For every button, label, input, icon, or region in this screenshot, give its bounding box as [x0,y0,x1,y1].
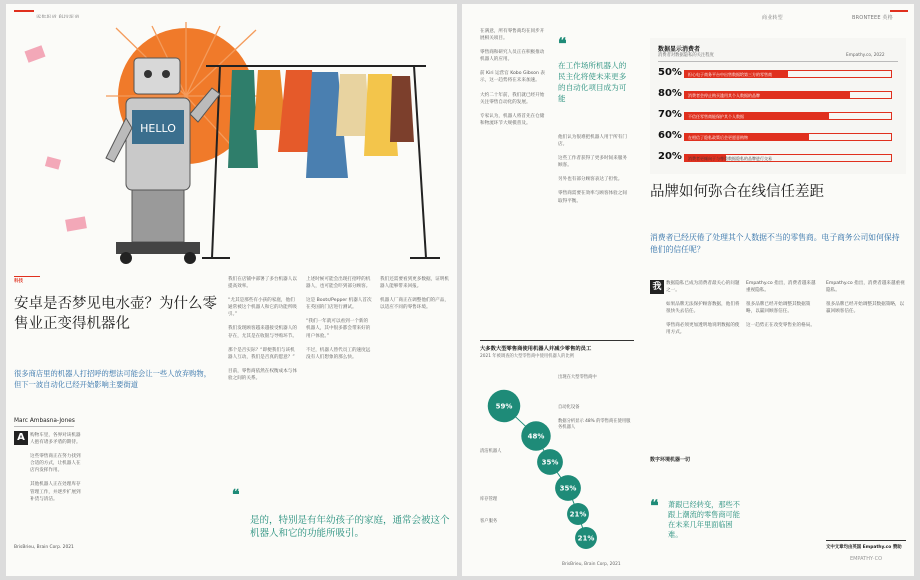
chart1-bar-row [658,87,892,104]
chart1-bar-row [658,108,892,125]
chart1-value-label: 60% [658,130,682,141]
paragraph: 他们认为很难把机器人用于所有门店。 [558,135,627,148]
funnel-chart [480,366,634,556]
paragraph: 其他机器人正在处理库存管理工作，并逐步扩展到补货与清洁。 [30,482,81,502]
right-title: 品牌如何弥合在线信任差距 [650,184,824,200]
chart1-bar-track [684,91,892,99]
chart1-value-label: 20% [658,151,682,162]
paragraph: 零售商必须更加透明地说明数据的使用方式。 [666,323,740,336]
footer-rule [826,540,906,541]
paragraph: 很多品牌已经开始调整其数据策略，以赢回顾客信任。 [746,302,811,315]
chart2-category-label: 清洁机器人 [480,449,502,454]
robot-base [116,242,200,254]
article-deck: 很多商店里的机器人打招呼的想法可能会让一些人放弃购物，但下一波自动化已经开始影响主要街道 [14,369,212,389]
right-page [462,4,914,576]
chart1-category-label: 不信任零售商能保护其个人数据 [688,114,744,119]
article-title: 安卓是否梦见电水壶？为什么零售业正变得机器化 [14,296,217,332]
paragraph: Empathy.co 指出，消费者越来越重视隐私。 [746,281,816,294]
paragraph: “我们一年就可以看到一个新的机器人，其中很多都会带来好的用户体验。” [306,319,371,339]
left-pull-quote: 是的，特别是有年幼孩子的家庭，通常会被这个机器人和它的功能所吸引。 [250,515,450,539]
right-pull-quote: 在工作场所机器人的民主化将使未来更多的自动化项目成为可能 [558,61,627,103]
paragraph: 零售商需要在效率与顾客体验之间取得平衡。 [558,191,627,204]
right-page-header-left: BRONTEEE 英格 [852,15,893,21]
right-page-header: 商业转型 [762,15,783,21]
chart1-subtitle: 消费者对数据隐私的关注程度 [658,53,714,58]
dropcap-right: 我 [650,280,664,294]
chart2-category-label: 库存管理 [480,497,498,502]
green-jacket [228,70,258,168]
paragraph: 这些工作者获得了更多时间来服务顾客。 [558,156,627,169]
paragraph: 如果品牌无法保护顾客数据，他们将很快失去信任。 [666,302,740,315]
right-col-3 [666,280,740,460]
chart2-title: 大多数大型零售商使用机器人并减少零售的员工 [480,346,592,352]
right-col-5 [826,280,906,510]
col-1-end: BrisBrieu, Brain Corp. 2021 [14,545,74,550]
chart2-source: BrisBrieu, Brain Corp, 2021 [562,562,621,567]
chart1-category-label: 在相信了隐私政策后会更愿意购物 [688,135,748,140]
sponsor-note: 文中文章均由英国 Empathy.co 赞助 [826,545,902,550]
paragraph: 目前，零售商依然在权衡成本与体验之间的关系。 [228,368,297,381]
right-col-2 [558,134,628,334]
chart2-annotation-3: 数据分析显示 48% 的零售商在使用服务机器人 [558,419,631,430]
paragraph: 上述时候可能会出现打招呼的机器人，也可能会吓到部分顾客。 [306,277,371,290]
chart1-source: Empathy.co, 2022 [846,53,885,58]
quote-mark-icon: ❝ [650,496,659,515]
quote-mark-icon: ❝ [558,34,567,53]
paragraph: 数据隐私已成为消费者最关心的问题之一。 [666,281,740,294]
dropcap: A [14,431,28,445]
col-4 [380,276,450,476]
funnel-value-label: 59% [495,402,513,411]
paragraph: 购物车里，各界对该机器人抱有诸多矛盾的期待。 [30,433,81,446]
col-1 [30,432,82,545]
paragraph: 很多品牌已经开始调整其数据策略，以赢回顾客信任。 [826,302,905,315]
paragraph: 我们发现顾客越来越接受机器人的存在，尤其是在收银与导购环节。 [228,326,297,339]
chart1-bar-row [658,66,892,83]
robot-head [134,58,180,94]
funnel-value-label: 21% [569,510,587,519]
paragraph: 机器人厂商正在调整他们的产品，以适应不同的零售环境。 [380,298,449,311]
chart1-bar-track [684,112,892,120]
right-col-1 [480,28,548,338]
paragraph: 这一趋势正在改变零售业的格局。 [746,323,815,329]
funnel-value-label: 48% [527,432,545,441]
hello-sign: HELLO [140,122,176,135]
quote-mark-icon: ❝ [232,487,240,503]
chart2-category-label: 客户服务 [480,519,498,524]
right-bottom-quote: 萧跟已经转变，那些不跟上潮流的零售商可能在未来几年里面临困难。 [668,500,740,539]
chart1-title: 数据显示消费者 [658,46,701,53]
tag-line: 数字环境机器一切 [650,457,691,463]
paragraph: 零售商和研究人员正在积极推动机器人的应用。 [480,50,545,63]
chart1-panel [650,38,906,174]
funnel-value-label: 35% [541,458,559,467]
paragraph: 这是 Boots/Pepper 机器人首次在英国的门店进行测试。 [306,298,372,311]
chart1-value-label: 50% [658,67,682,78]
paragraph: 我们还需要看到更多数据，证明机器人能够带来回报。 [380,277,449,290]
chart1-category-label: 担心电子商务平台中出售数据给第三方的零售商 [688,72,772,77]
chart1-bar-track [684,70,892,78]
paragraph: Empathy.co 指出，消费者越来越重视隐私。 [826,281,905,294]
left-page [6,4,457,576]
paragraph: 大约二十年前，我们就已经开始关注零售自动化的发展。 [480,92,545,105]
chart1-value-label: 80% [658,88,682,99]
byline-rule [14,426,74,427]
right-deck: 消费者已经厌倦了处理其个人数据不当的零售商。电子商务公司如何保持他们的信任呢？ [650,233,900,254]
funnel-value-label: 21% [577,534,595,543]
byline: Marc Ambasna-Jones [14,418,75,424]
chart2-subtitle: 2021 年被调查的大型零售商中使用机器人的比例 [480,354,574,359]
paragraph: 在满意，所有零售商均在同步开展相关项目。 [480,29,545,42]
chart1-bar-row [658,150,892,167]
robot-illustration [6,18,457,272]
chart1-value-label: 70% [658,109,682,120]
chart1-rule [658,61,898,62]
paragraph: 另外也有部分顾客表达了担忧。 [558,177,623,183]
header-accent [14,10,34,12]
funnel-value-label: 35% [559,484,577,493]
paragraph: 专家认为，机器人将首先在仓储和物流环节大规模普及。 [480,113,545,126]
empathy-logo: EMPATHY·CO [849,556,883,562]
right-col-4 [746,280,818,490]
section-tag: 科技 [14,279,23,284]
paragraph: 那个是否实际？“即便我们与该机器人互动，我们是否真的愿意？” [228,347,295,360]
chart1-category-label: 消费者会停止购买滥用其个人数据的品牌 [688,93,760,98]
paragraph: 我们在店铺中部署了多台机器人以提高效率。 [228,277,297,290]
chart2-annotation-2: 自动化设备 [558,405,580,410]
paragraph: “尤其是那些有小孩的家庭，他们通常被这个机器人和它的功能所吸引。” [228,298,297,318]
header-accent-right [890,10,908,12]
chart2-annotation-1: 出现在大型零售商中 [558,375,597,380]
paragraph: 前 Kiri 运营官 Kobo Gibson 表示，这一趋势将在未来加速。 [480,71,545,84]
brown-top [390,76,414,142]
beige-shirt [336,74,370,136]
chart1-bar-row [658,129,892,146]
chart1-category-label: 消费者更倾向于与尊重数据隐私的品牌进行交易 [688,156,772,161]
chart2-top-rule [480,340,634,341]
chart1-bar-track [684,154,892,162]
chart1-bar-track [684,133,892,141]
paragraph: 不过，机器人替代员工的速度远没有人们想象的那么快。 [306,347,371,360]
paragraph: 这些零售商正在努力找到合适的方式，让机器人在店内发挥作用。 [30,454,81,474]
tag-rule [14,276,40,277]
